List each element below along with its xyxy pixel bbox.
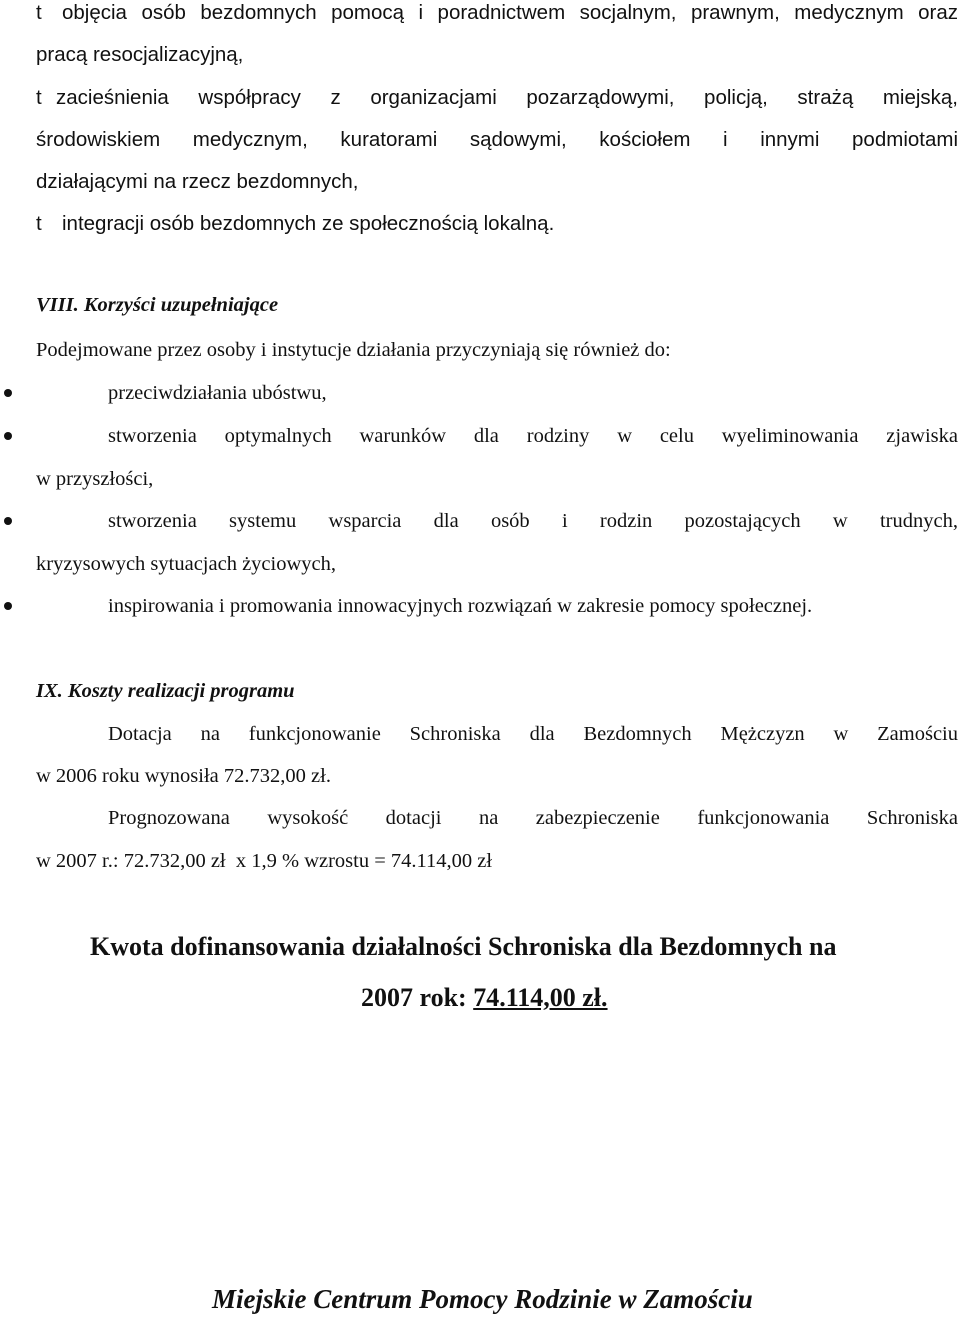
list-marker: t	[36, 212, 42, 235]
bullet-item-text: w przyszłości,	[36, 468, 154, 490]
section-title: Korzyści uzupełniające	[83, 294, 279, 316]
bullet-icon	[4, 517, 12, 525]
bullet-item-text: kryzysowych sytuacjach życiowych,	[36, 553, 336, 575]
paragraph-text: w 2006 roku wynosiła 72.732,00 zł.	[36, 765, 331, 787]
list-item-text: objęcia osób bezdomnych pomocą i poradnictwem socjalnym, prawnym, medycznym oraz	[62, 1, 958, 24]
bullet-icon	[4, 602, 12, 610]
bullet-item-text: stworzenia systemu wsparcia dla osób i rodzin pozostających w trudnych,	[108, 510, 958, 532]
list-item-text: pracą resocjalizacyjną,	[36, 43, 244, 66]
list-item-text: integracji osób bezdomnych ze społecznością lokalną.	[62, 212, 555, 235]
section-title: Koszty realizacji programu	[67, 680, 295, 702]
paragraph-text: Dotacja na funkcjonowanie Schroniska dla Bezdomnych Mężczyzn w Zamościu	[108, 723, 958, 745]
list-marker: t	[36, 1, 42, 24]
list-marker: t	[36, 86, 42, 109]
section-heading	[36, 292, 278, 318]
summary-line: Kwota dofinansowania działalności Schroniska dla Bezdomnych na	[90, 932, 837, 961]
section-number: VIII.	[36, 294, 79, 316]
paragraph-text: Prognozowana wysokość dotacji na zabezpieczenie funkcjonowania Schroniska	[108, 807, 958, 829]
bullet-item-text: inspirowania i promowania innowacyjnych rozwiązań w zakresie pomocy społecznej.	[108, 595, 813, 617]
list-item-text: środowiskiem medycznym, kuratorami sądowymi, kościołem i innymi podmiotami	[36, 128, 958, 151]
list-item-text: zacieśnienia współpracy z organizacjami pozarządowymi, policją, strażą miejską,	[56, 86, 958, 109]
paragraph-text: w 2007 r.: 72.732,00 zł x 1,9 % wzrostu = 74.114,00 zł	[36, 850, 493, 872]
summary-year-label: 2007 rok:	[361, 983, 474, 1012]
bullet-item-text: stworzenia optymalnych warunków dla rodziny w celu wyeliminowania zjawiska	[108, 425, 958, 447]
list-item-text: działającymi na rzecz bezdomnych,	[36, 170, 359, 193]
section-heading	[36, 678, 295, 704]
page-footer: Miejskie Centrum Pomocy Rodzinie w Zamościu	[212, 1284, 753, 1314]
bullet-icon	[4, 432, 12, 440]
bullet-icon	[4, 389, 12, 397]
summary-amount: 74.114,00 zł.	[473, 983, 608, 1012]
bullet-item-text: przeciwdziałania ubóstwu,	[108, 382, 327, 404]
section-number: IX.	[36, 680, 63, 702]
section-intro: Podejmowane przez osoby i instytucje działania przyczyniają się również do:	[36, 339, 671, 361]
summary-line	[361, 982, 608, 1014]
